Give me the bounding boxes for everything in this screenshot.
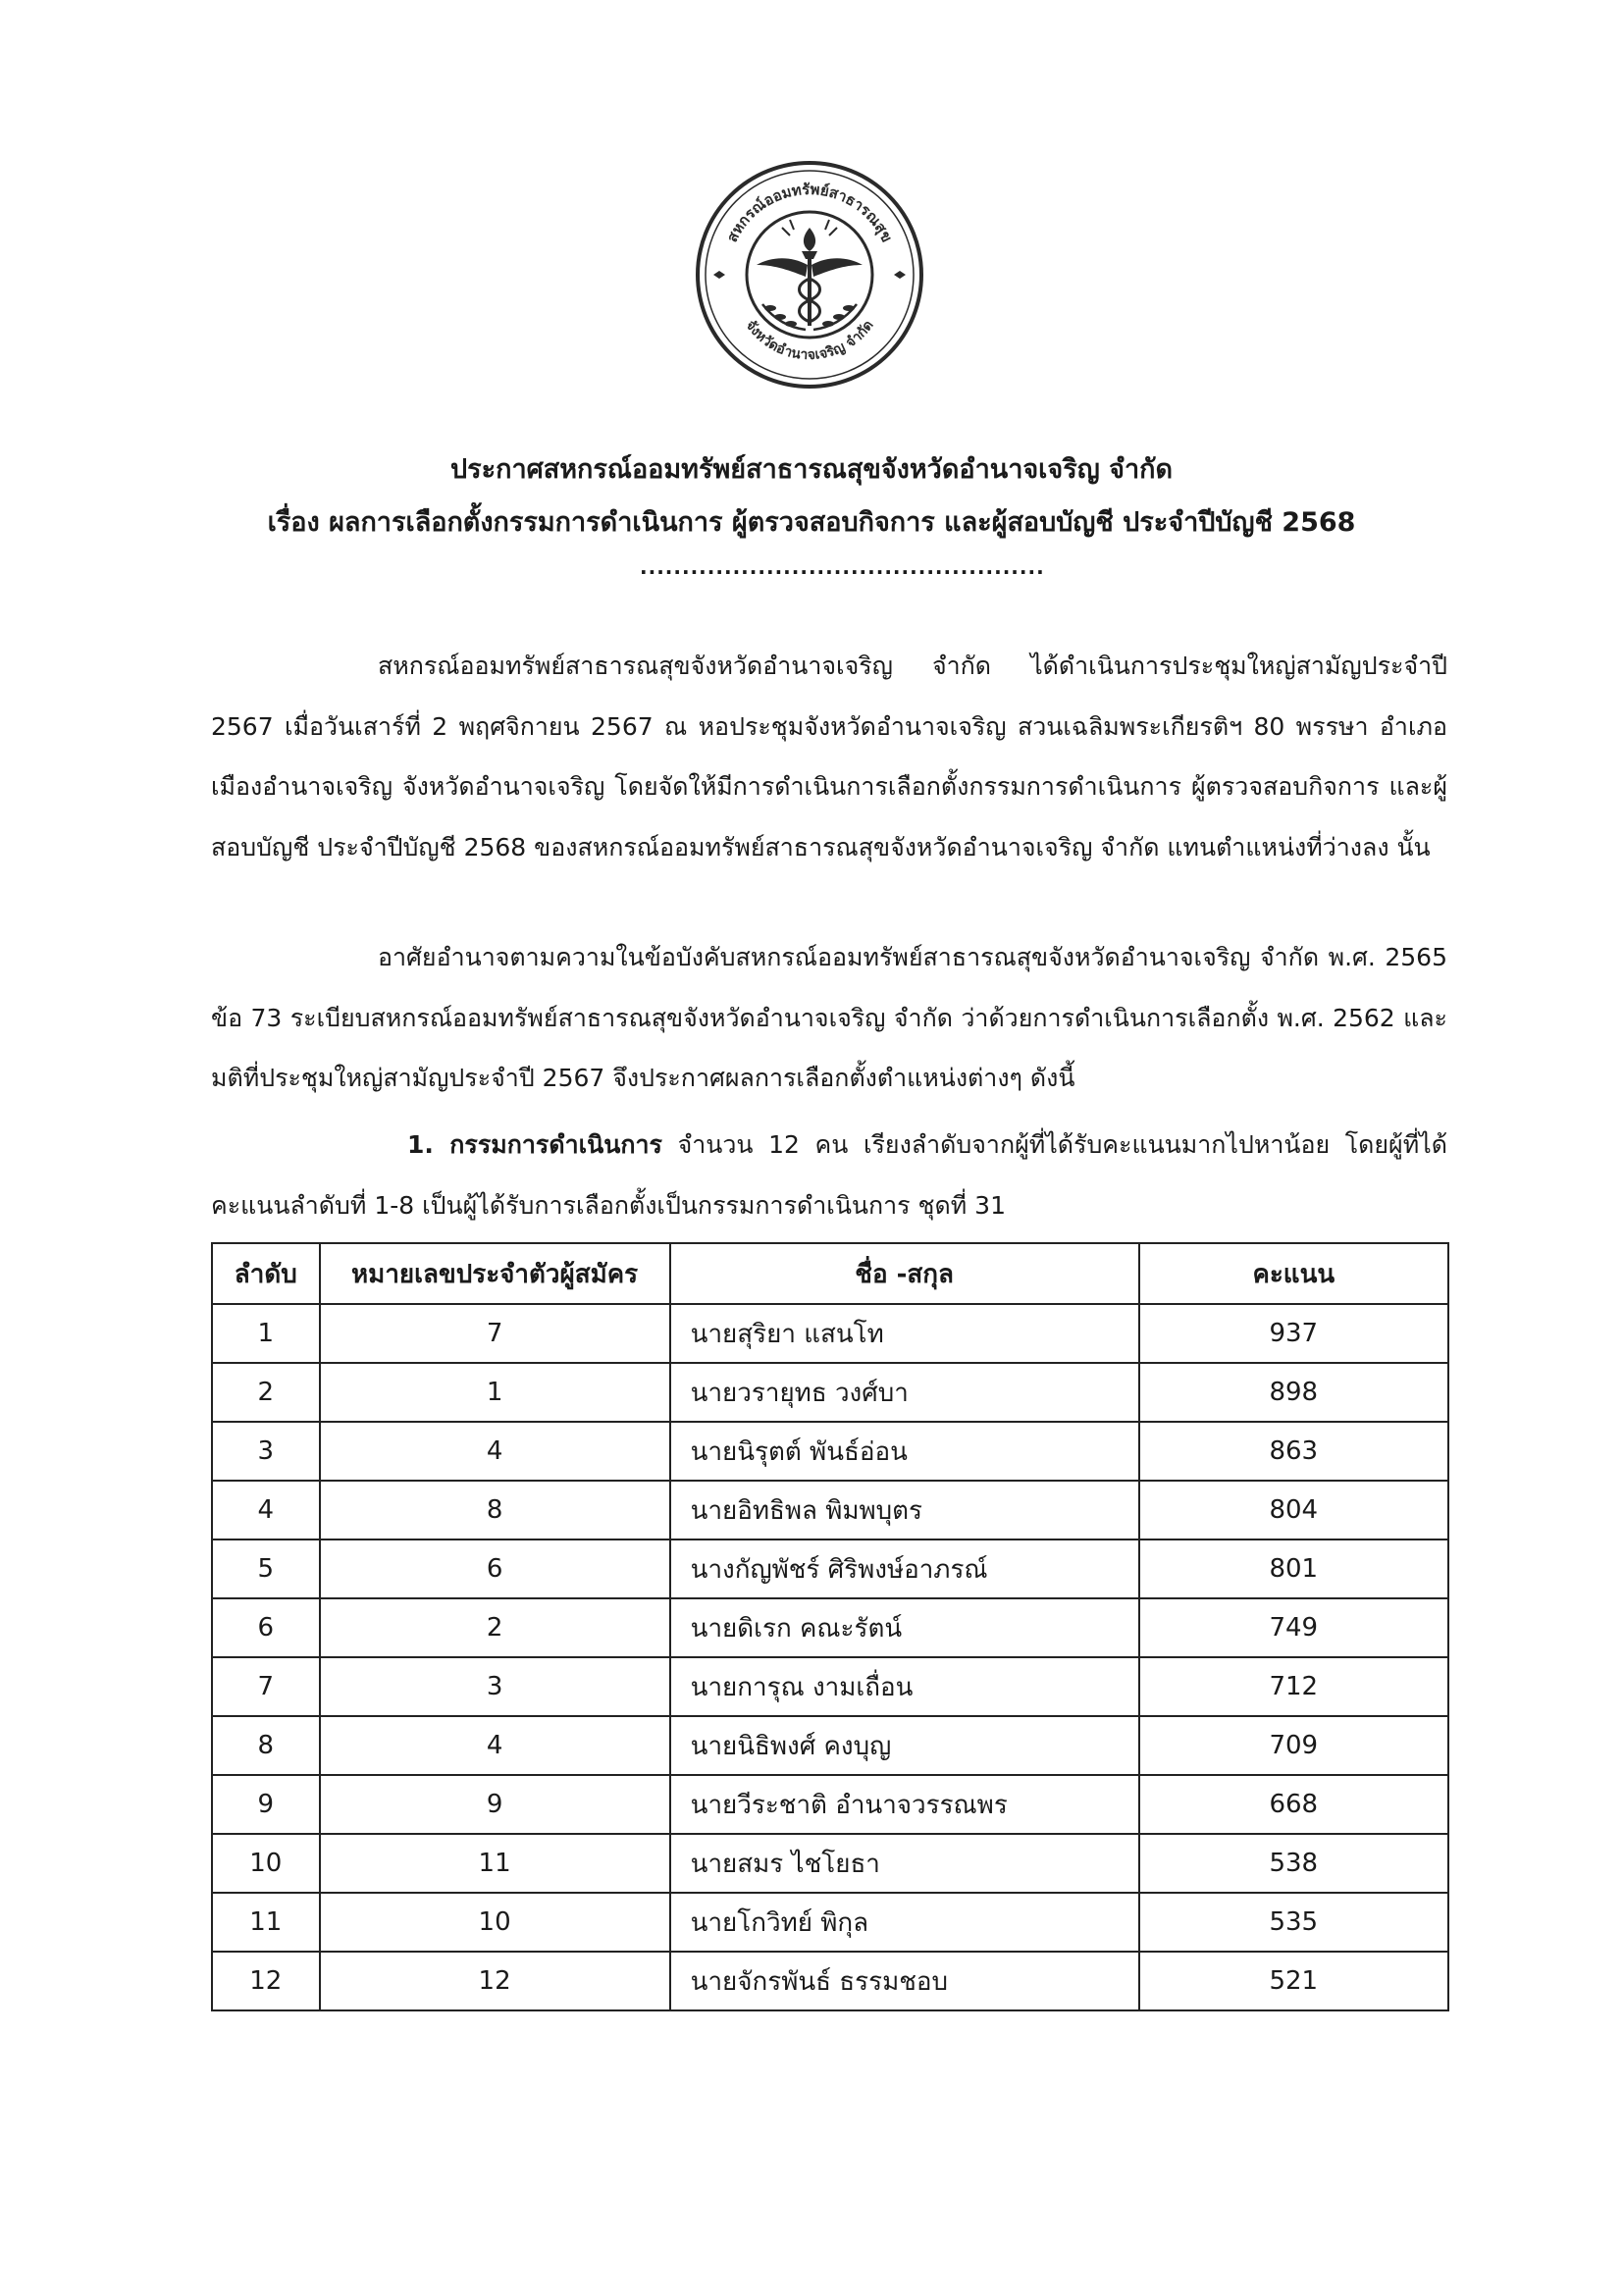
section-1-text: จำนวน 12 คน เรียงลำดับจากผู้ที่ได้รับคะแนนมากไปหาน้อย โดยผู้ที่ได้คะแนนลำดับที่ 1-8 เป็นผู้ได้รับการเลือกตั้งเป็นกรรมการดำเนินการ ชุดที่ 31 — [211, 1130, 1447, 1220]
cell-score: 668 — [1139, 1775, 1448, 1834]
seal-emblem — [692, 157, 927, 392]
table-row — [212, 1598, 1448, 1657]
seal-bottom-text: จังหวัดอำนาจเจริญ จำกัด — [742, 317, 877, 364]
election-results-table — [211, 1242, 1449, 2011]
cell-name: นายนิรุตต์ พันธ์อ่อน — [670, 1422, 1139, 1481]
table-row — [212, 1893, 1448, 1952]
cell-number: 9 — [320, 1775, 670, 1834]
cell-number: 7 — [320, 1304, 670, 1363]
cell-number: 2 — [320, 1598, 670, 1657]
table-row — [212, 1952, 1448, 2010]
table-row — [212, 1657, 1448, 1716]
cell-score: 535 — [1139, 1893, 1448, 1952]
authority-paragraph-text: อาศัยอำนาจตามความในข้อบังคับสหกรณ์ออมทรัพย์สาธารณสุขจังหวัดอำนาจเจริญ จำกัด พ.ศ. 2565 ข้อ 73 ระเบียบสหกรณ์ออมทรัพย์สาธารณสุขจังหวัดอำนาจเจริญ จำกัด ว่าด้วยการดำเนินการเลือกตั้ง พ.ศ. 2562 และมติที่ประชุมใหญ่สามัญประจำปี 2567 จึงประกาศผลการเลือกตั้งตำแหน่งต่างๆ ดังนี้ — [211, 943, 1447, 1092]
table-row — [212, 1775, 1448, 1834]
cell-number: 3 — [320, 1657, 670, 1716]
cell-number: 4 — [320, 1716, 670, 1775]
cell-score: 898 — [1139, 1363, 1448, 1422]
cell-rank: 7 — [212, 1657, 320, 1716]
cell-name: นางกัญพัชร์ ศิริพงษ์อาภรณ์ — [670, 1539, 1139, 1598]
announcement-subject: เรื่อง ผลการเลือกตั้งกรรมการดำเนินการ ผู้ตรวจสอบกิจการ และผู้สอบบัญชี ประจำปีบัญชี 2568 — [267, 507, 1356, 538]
seal-top-text: สหกรณ์ออมทรัพย์สาธารณสุข — [722, 180, 897, 245]
cell-rank: 4 — [212, 1481, 320, 1539]
cell-number: 12 — [320, 1952, 670, 2010]
cell-number: 6 — [320, 1539, 670, 1598]
table-row — [212, 1481, 1448, 1539]
cell-rank: 8 — [212, 1716, 320, 1775]
cell-number: 8 — [320, 1481, 670, 1539]
cell-score: 863 — [1139, 1422, 1448, 1481]
cell-name: นายโกวิทย์ พิกุล — [670, 1893, 1139, 1952]
cell-name: นายการุณ งามเถื่อน — [670, 1657, 1139, 1716]
cell-score: 709 — [1139, 1716, 1448, 1775]
cell-number: 4 — [320, 1422, 670, 1481]
cell-score: 804 — [1139, 1481, 1448, 1539]
section-1-paragraph — [211, 1115, 1447, 1235]
cell-name: นายวรายุทธ วงศ์บา — [670, 1363, 1139, 1422]
section-1-heading: 1. กรรมการดำเนินการ — [407, 1130, 662, 1159]
table-row — [212, 1834, 1448, 1893]
cell-score: 937 — [1139, 1304, 1448, 1363]
table-row — [212, 1304, 1448, 1363]
cell-rank: 10 — [212, 1834, 320, 1893]
cell-name: นายอิทธิพล พิมพบุตร — [670, 1481, 1139, 1539]
cell-name: นายดิเรก คณะรัตน์ — [670, 1598, 1139, 1657]
table-row — [212, 1422, 1448, 1481]
announcement-title: ประกาศสหกรณ์ออมทรัพย์สาธารณสุขจังหวัดอำนาจเจริญ จำกัด — [449, 454, 1173, 485]
cooperative-seal-logo — [692, 157, 927, 392]
cell-name: นายนิธิพงศ์ คงบุญ — [670, 1716, 1139, 1775]
intro-paragraph — [211, 636, 1447, 877]
cell-score: 521 — [1139, 1952, 1448, 2010]
cell-rank: 6 — [212, 1598, 320, 1657]
cell-rank: 1 — [212, 1304, 320, 1363]
cell-name: นายวีระชาติ อำนาจวรรณพร — [670, 1775, 1139, 1834]
cell-rank: 3 — [212, 1422, 320, 1481]
header-name: ชื่อ -สกุล — [670, 1243, 1139, 1304]
header-candidate-number: หมายเลขประจำตัวผู้สมัคร — [320, 1243, 670, 1304]
cell-name: นายสมร ไชโยธา — [670, 1834, 1139, 1893]
cell-number: 10 — [320, 1893, 670, 1952]
cell-name: นายจักรพันธ์ ธรรมชอบ — [670, 1952, 1139, 2010]
cell-score: 801 — [1139, 1539, 1448, 1598]
cell-score: 749 — [1139, 1598, 1448, 1657]
authority-paragraph — [211, 927, 1447, 1109]
cell-number: 1 — [320, 1363, 670, 1422]
table-row — [212, 1539, 1448, 1598]
header-score: คะแนน — [1139, 1243, 1448, 1304]
table-row — [212, 1716, 1448, 1775]
cell-rank: 9 — [212, 1775, 320, 1834]
cell-score: 538 — [1139, 1834, 1448, 1893]
table-row — [212, 1363, 1448, 1422]
cell-name: นายสุริยา แสนโท — [670, 1304, 1139, 1363]
intro-paragraph-text: สหกรณ์ออมทรัพย์สาธารณสุขจังหวัดอำนาจเจริญ จำกัด ได้ดำเนินการประชุมใหญ่สามัญประจำปี 2567 เมื่อวันเสาร์ที่ 2 พฤศจิกายน 2567 ณ หอประชุมจังหวัดอำนาจเจริญ สวนเฉลิมพระเกียรติฯ 80 พรรษา อำเภอเมืองอำนาจเจริญ จังหวัดอำนาจเจริญ โดยจัดให้มีการดำเนินการเลือกตั้งกรรมการดำเนินการ ผู้ตรวจสอบกิจการ และผู้สอบบัญชี ประจำปีบัญชี 2568 ของสหกรณ์ออมทรัพย์สาธารณสุขจังหวัดอำนาจเจริญ จำกัด แทนตำแหน่งที่ว่างลง นั้น — [211, 652, 1447, 861]
cell-rank: 2 — [212, 1363, 320, 1422]
cell-rank: 5 — [212, 1539, 320, 1598]
cell-rank: 12 — [212, 1952, 320, 2010]
cell-number: 11 — [320, 1834, 670, 1893]
table-header-row — [212, 1243, 1448, 1304]
header-rank: ลำดับ — [212, 1243, 320, 1304]
title-separator: ................................................ — [640, 555, 1045, 579]
cell-score: 712 — [1139, 1657, 1448, 1716]
cell-rank: 11 — [212, 1893, 320, 1952]
